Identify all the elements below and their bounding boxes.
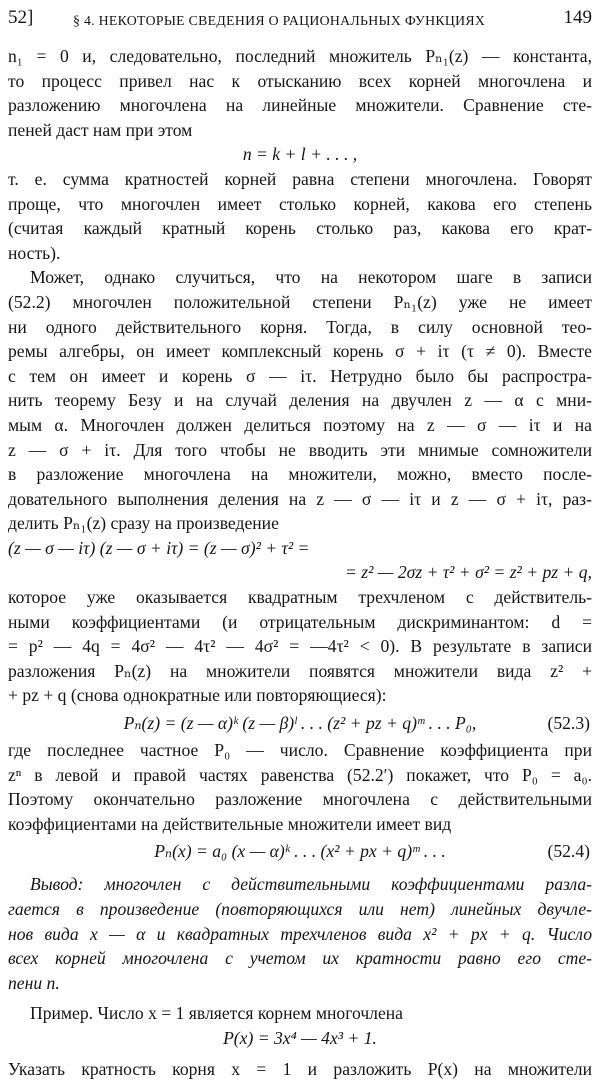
formula: P(x) = 3x⁴ — 4x³ + 1. <box>223 1027 377 1048</box>
text-line: проще, что многочлен имеет столько корней, какова его степень <box>8 193 592 214</box>
text-line: пеней даст нам при этом <box>8 119 193 140</box>
equation-number: (52.4) <box>547 841 590 862</box>
conclusion-line: нов вида x — α и квадратных трехчленов вида x² + px + q. Число <box>8 923 592 944</box>
conclusion-line: гается в произведение (повторяющихся или нет) линейных двучле- <box>8 899 592 919</box>
example-line: Пример. Число x = 1 является корнем многочлена <box>30 1003 403 1024</box>
equation-52-3 <box>8 708 592 738</box>
text-line: (считая каждый кратный корень столько раз, какова его крат- <box>8 218 592 239</box>
text-line: то процесс привел нас к отысканию всех корней многочлена и <box>8 70 592 91</box>
text-line: (52.2) многочлен положительной степени Pₙ₁(z) уже не имеет <box>8 291 592 312</box>
text-line: которое уже оказывается квадратным трехчленом с действитель- <box>8 587 592 608</box>
conclusion-line: Вывод: многочлен с действительными коэффициентами разла- <box>30 874 592 895</box>
text-line: разложению многочлена на линейные множители. Сравнение сте- <box>8 95 592 116</box>
paragraph-start: Может, однако случиться, что на некотором шаге в записи <box>30 267 592 288</box>
text-line: + pz + q (снова однократные или повторяющиеся): <box>8 685 387 706</box>
equation-body: Pₙ(x) = a₀ (x — α)ᵏ . . . (x² + px + q)ᵐ . . . <box>154 841 446 862</box>
text-line: ными коэффициентами (и отрицательным дискриминантом: d = <box>8 611 592 632</box>
text-line: = p² — 4q = 4σ² — 4τ² — 4σ² = —4τ² < 0). В результате в записи <box>8 636 592 657</box>
conclusion-line: всех корней многочлена с учетом их кратности равно его сте- <box>8 948 592 969</box>
text-line: где последнее частное P₀ — число. Сравнение коэффициента при <box>8 740 592 761</box>
text-line: Указать кратность корня x = 1 и разложить P(x) на множители <box>8 1058 592 1079</box>
text-line: ность). <box>8 242 61 263</box>
text-line: z — σ + iτ. Для того чтобы не вводить эти мнимые сомножители <box>8 439 592 460</box>
text-line: ремы алгебры, он имеет комплексный корень σ + iτ (τ ≠ 0). Вместе <box>8 341 592 362</box>
text-line: коэффициентами на действительные множители имеет вид <box>8 813 452 834</box>
text-line: с тем он имеет и корень σ — iτ. Нетрудно было бы распростра- <box>8 365 592 386</box>
formula: (z — σ — iτ) (z — σ + iτ) = (z — σ)² + τ² = <box>8 537 310 558</box>
equation-body: Pₙ(z) = (z — α)ᵏ (z — β)ˡ . . . (z² + pz + q)ᵐ . . . P₀, <box>123 713 477 734</box>
text-line: ни одного действительного корня. Тогда, в силу основной тео- <box>8 316 592 337</box>
equation-52-4 <box>8 836 592 866</box>
text-line: в разложение многочлена на множители, можно, вместо после- <box>8 464 592 485</box>
section-marker: 52] <box>8 7 34 28</box>
text-line: zⁿ в левой и правой частях равенства (52.2′) покажет, что P₀ = a₀. <box>8 764 592 785</box>
text-line: мым α. Многочлен должен делиться поэтому на z — σ — iτ и на <box>8 414 592 435</box>
page-body <box>8 44 592 1081</box>
page-number: 149 <box>563 7 592 28</box>
text-line: n₁ = 0 и, следовательно, последний множитель Pₙ₁(z) — константа, <box>8 46 592 66</box>
equation-number: (52.3) <box>547 713 590 734</box>
text-line: т. е. сумма кратностей корней равна степени многочлена. Говорят <box>8 168 592 189</box>
running-header <box>8 6 592 32</box>
text-line: нить теорему Безу и на случай деления на двучлен z — α с мни- <box>8 390 592 411</box>
text-line: делить Pₙ₁(z) сразу на произведение <box>8 513 279 534</box>
conclusion-line: пени n. <box>8 972 60 993</box>
text-line: разложения Pₙ(z) на множители появятся множители вида z² + <box>8 660 592 681</box>
formula: n = k + l + . . . , <box>242 144 358 165</box>
text-line: Поэтому окончательно разложение многочлена с действительными <box>8 789 592 810</box>
text-line: довательного выполнения деления на z — σ — iτ и z — σ + iτ, раз- <box>8 488 592 509</box>
chapter-title: § 4. НЕКОТОРЫЕ СВЕДЕНИЯ О РАЦИОНАЛЬНЫХ ФУНКЦИЯХ <box>73 13 486 28</box>
formula: = z² — 2σz + τ² + σ² = z² + pz + q, <box>345 562 592 583</box>
